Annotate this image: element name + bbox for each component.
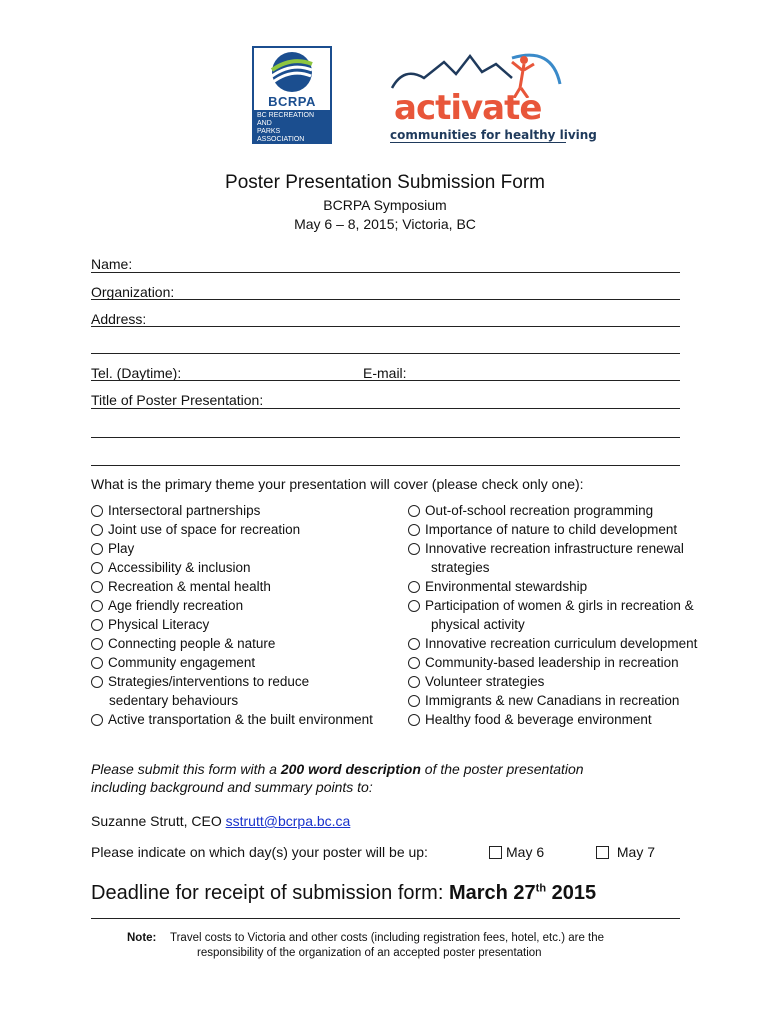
tagline-underline bbox=[390, 142, 566, 143]
note-line2: responsibility of the organization of an accepted poster presentation bbox=[197, 947, 542, 959]
radio-icon[interactable] bbox=[408, 543, 420, 555]
checkbox-icon[interactable] bbox=[596, 846, 609, 859]
theme-option[interactable]: Innovative recreation curriculum development bbox=[408, 636, 697, 651]
submission-instructions-line2: including background and summary points to: bbox=[91, 779, 373, 795]
radio-icon[interactable] bbox=[91, 714, 103, 726]
radio-icon[interactable] bbox=[91, 638, 103, 650]
checkbox-icon[interactable] bbox=[489, 846, 502, 859]
radio-icon[interactable] bbox=[91, 505, 103, 517]
theme-option[interactable]: Play bbox=[91, 541, 134, 556]
bcrpa-emblem bbox=[254, 48, 330, 110]
event-dates: May 6 – 8, 2015; Victoria, BC bbox=[294, 216, 476, 232]
theme-option[interactable]: Connecting people & nature bbox=[91, 636, 275, 651]
email-label: E-mail: bbox=[363, 365, 407, 381]
theme-option[interactable]: Recreation & mental health bbox=[91, 579, 271, 594]
radio-icon[interactable] bbox=[408, 657, 420, 669]
activate-tagline: communities for healthy living bbox=[390, 128, 597, 142]
theme-option[interactable]: Joint use of space for recreation bbox=[91, 522, 300, 537]
radio-icon[interactable] bbox=[91, 581, 103, 593]
theme-question: What is the primary theme your presentation will cover (please check only one): bbox=[91, 476, 584, 492]
radio-icon[interactable] bbox=[408, 524, 420, 536]
radio-icon[interactable] bbox=[91, 619, 103, 631]
deadline: Deadline for receipt of submission form: March 27th 2015 bbox=[91, 882, 597, 904]
deadline-divider bbox=[91, 918, 680, 919]
theme-option[interactable]: Environmental stewardship bbox=[408, 579, 587, 594]
theme-option[interactable]: Strategies/interventions to reduce bbox=[91, 674, 309, 689]
poster-title-field-line2[interactable] bbox=[91, 437, 680, 438]
address-label: Address: bbox=[91, 311, 147, 327]
activate-logo bbox=[384, 48, 597, 144]
radio-icon[interactable] bbox=[91, 657, 103, 669]
activate-word: activate bbox=[394, 88, 542, 128]
radio-icon[interactable] bbox=[408, 695, 420, 707]
theme-option[interactable]: Accessibility & inclusion bbox=[91, 560, 251, 575]
name-field[interactable] bbox=[91, 272, 680, 273]
radio-icon[interactable] bbox=[91, 676, 103, 688]
bcrpa-full-line2: PARKS ASSOCIATION bbox=[257, 128, 305, 143]
contact-email-link[interactable]: sstrutt@bcrpa.bc.ca bbox=[225, 813, 351, 829]
radio-icon[interactable] bbox=[408, 581, 420, 593]
theme-option[interactable]: Intersectoral partnerships bbox=[91, 503, 260, 518]
theme-option[interactable]: Healthy food & beverage environment bbox=[408, 712, 652, 727]
theme-option[interactable]: Volunteer strategies bbox=[408, 674, 544, 689]
theme-option-continuation: sedentary behaviours bbox=[109, 693, 239, 708]
poster-title-field-line3[interactable] bbox=[91, 465, 680, 466]
contact-line: Suzanne Strutt, CEO sstrutt@bcrpa.bc.ca bbox=[91, 813, 351, 829]
theme-option[interactable]: Importance of nature to child development bbox=[408, 522, 677, 537]
radio-icon[interactable] bbox=[408, 600, 420, 612]
theme-option[interactable]: Immigrants & new Canadians in recreation bbox=[408, 693, 679, 708]
theme-option-continuation: physical activity bbox=[431, 617, 525, 632]
address-field[interactable] bbox=[91, 326, 680, 327]
radio-icon[interactable] bbox=[91, 524, 103, 536]
radio-icon[interactable] bbox=[408, 638, 420, 650]
theme-option[interactable]: Innovative recreation infrastructure renewal bbox=[408, 541, 684, 556]
radio-icon[interactable] bbox=[408, 714, 420, 726]
note-label: Note: bbox=[127, 932, 157, 944]
day-may7-option[interactable]: May 7 bbox=[596, 844, 655, 860]
organization-label: Organization: bbox=[91, 284, 175, 300]
name-label: Name: bbox=[91, 256, 133, 272]
tel-label: Tel. (Daytime): bbox=[91, 365, 182, 381]
radio-icon[interactable] bbox=[408, 505, 420, 517]
bcrpa-name: BCRPA bbox=[268, 94, 316, 109]
theme-option[interactable]: Community engagement bbox=[91, 655, 255, 670]
theme-option[interactable]: Out-of-school recreation programming bbox=[408, 503, 653, 518]
radio-icon[interactable] bbox=[91, 562, 103, 574]
poster-title-field[interactable] bbox=[91, 408, 680, 409]
poster-title-label: Title of Poster Presentation: bbox=[91, 392, 264, 408]
tel-email-field[interactable] bbox=[91, 380, 680, 381]
radio-icon[interactable] bbox=[91, 600, 103, 612]
theme-option[interactable]: Physical Literacy bbox=[91, 617, 209, 632]
bcrpa-logo bbox=[252, 46, 332, 144]
theme-option[interactable]: Age friendly recreation bbox=[91, 598, 243, 613]
theme-option[interactable]: Community-based leadership in recreation bbox=[408, 655, 679, 670]
address-field-line2[interactable] bbox=[91, 353, 680, 354]
theme-option[interactable]: Active transportation & the built environment bbox=[91, 712, 373, 727]
organization-field[interactable] bbox=[91, 299, 680, 300]
days-prompt: Please indicate on which day(s) your poster will be up: bbox=[91, 844, 428, 860]
theme-option[interactable]: Participation of women & girls in recreation & bbox=[408, 598, 694, 613]
submission-instructions: Please submit this form with a 200 word description of the poster presentation bbox=[91, 761, 584, 777]
day-may6-option[interactable]: May 6 bbox=[489, 844, 544, 860]
bcrpa-full-name bbox=[254, 110, 330, 142]
radio-icon[interactable] bbox=[91, 543, 103, 555]
bcrpa-globe-icon bbox=[254, 48, 330, 94]
note-line1: Travel costs to Victoria and other costs (including registration fees, hotel, etc.) are the bbox=[170, 932, 605, 944]
bcrpa-full-line1: BC RECREATION AND bbox=[257, 112, 315, 127]
radio-icon[interactable] bbox=[408, 676, 420, 688]
event-name: BCRPA Symposium bbox=[323, 197, 447, 213]
theme-option-continuation: strategies bbox=[431, 560, 490, 575]
form-title: Poster Presentation Submission Form bbox=[225, 172, 545, 193]
